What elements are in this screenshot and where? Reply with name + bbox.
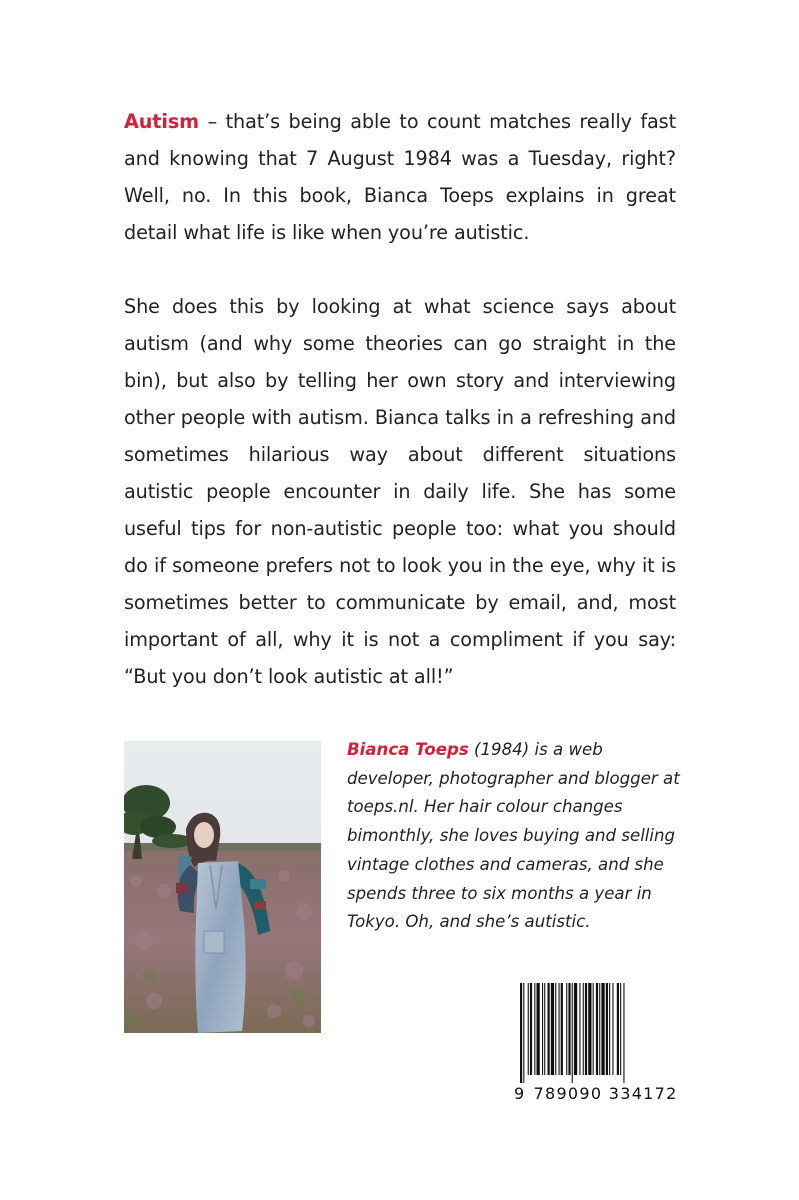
barcode-bar — [537, 983, 540, 1075]
blurb-lead-word: Autism — [124, 110, 200, 133]
barcode-bar — [599, 983, 600, 1075]
author-photo — [124, 741, 321, 1033]
barcode-bar — [542, 983, 543, 1075]
barcode-bar — [623, 983, 624, 1083]
barcode-bar — [588, 983, 591, 1075]
barcode-bars — [512, 983, 672, 1083]
barcode-bar — [585, 983, 587, 1075]
barcode-bar — [566, 983, 567, 1075]
barcode-bar — [593, 983, 594, 1075]
author-bio-text: (1984) is a web developer, photographer and blogger at toeps.nl. Her hair colour changes bimonthly, she loves buying and selling vintage clothes and cameras, and she spends three to six months a year in Tokyo. Oh, and she’s autistic. — [347, 740, 680, 932]
isbn-first-digit: 9 — [514, 1084, 526, 1103]
barcode-bar — [617, 983, 619, 1075]
isbn-digits: 789090 334172 — [533, 1084, 678, 1103]
barcode-bar — [523, 983, 524, 1083]
blurb-paragraph-2: She does this by looking at what science says about autism (and why some theories can go straight in the bin), but also by telling her own story and interviewing other people with autism. Bianca talks in a refreshing and sometimes hilarious way about different situations autistic people encounter in daily life. She has some useful tips for non-autistic people too: what you should do if someone prefers not to look you in the eye, why it is sometimes better to communicate by email, and, most important of all, why it is not a compliment if you say: “But you don’t look autistic at all!” — [124, 295, 676, 688]
blurb-paragraph-1-text: – that’s being able to count matches really fast and knowing that 7 August 1984 was a Tuesday, right? Well, no. In this book, Bianca Toeps explains in great detail what life is like when you’re autistic. — [124, 110, 676, 244]
barcode-bar — [561, 983, 563, 1075]
barcode-bar — [520, 983, 522, 1083]
barcode-bar — [596, 983, 598, 1075]
barcode-bar — [534, 983, 535, 1075]
barcode-bar — [579, 983, 580, 1075]
barcode-bar — [583, 983, 584, 1075]
barcode-bar — [606, 983, 608, 1075]
back-cover-blurb — [124, 103, 676, 732]
barcode-bar — [551, 983, 554, 1075]
author-name: Bianca Toeps — [347, 740, 469, 759]
barcode-bar — [555, 983, 556, 1075]
barcode-bar — [572, 983, 573, 1083]
isbn-number — [514, 1084, 678, 1103]
author-bio — [347, 736, 682, 937]
barcode-bar — [620, 983, 621, 1075]
barcode-bar — [574, 983, 577, 1075]
barcode-bar — [601, 983, 604, 1075]
barcode-bar — [528, 983, 529, 1075]
barcode-bar — [548, 983, 550, 1075]
barcode-bar — [568, 983, 570, 1075]
barcode-bar — [530, 983, 532, 1075]
barcode-bar — [612, 983, 613, 1075]
barcode-bar — [544, 983, 545, 1075]
blurb-paragraph-1 — [124, 103, 676, 251]
barcode-bar — [559, 983, 560, 1075]
barcode-bar — [609, 983, 610, 1075]
